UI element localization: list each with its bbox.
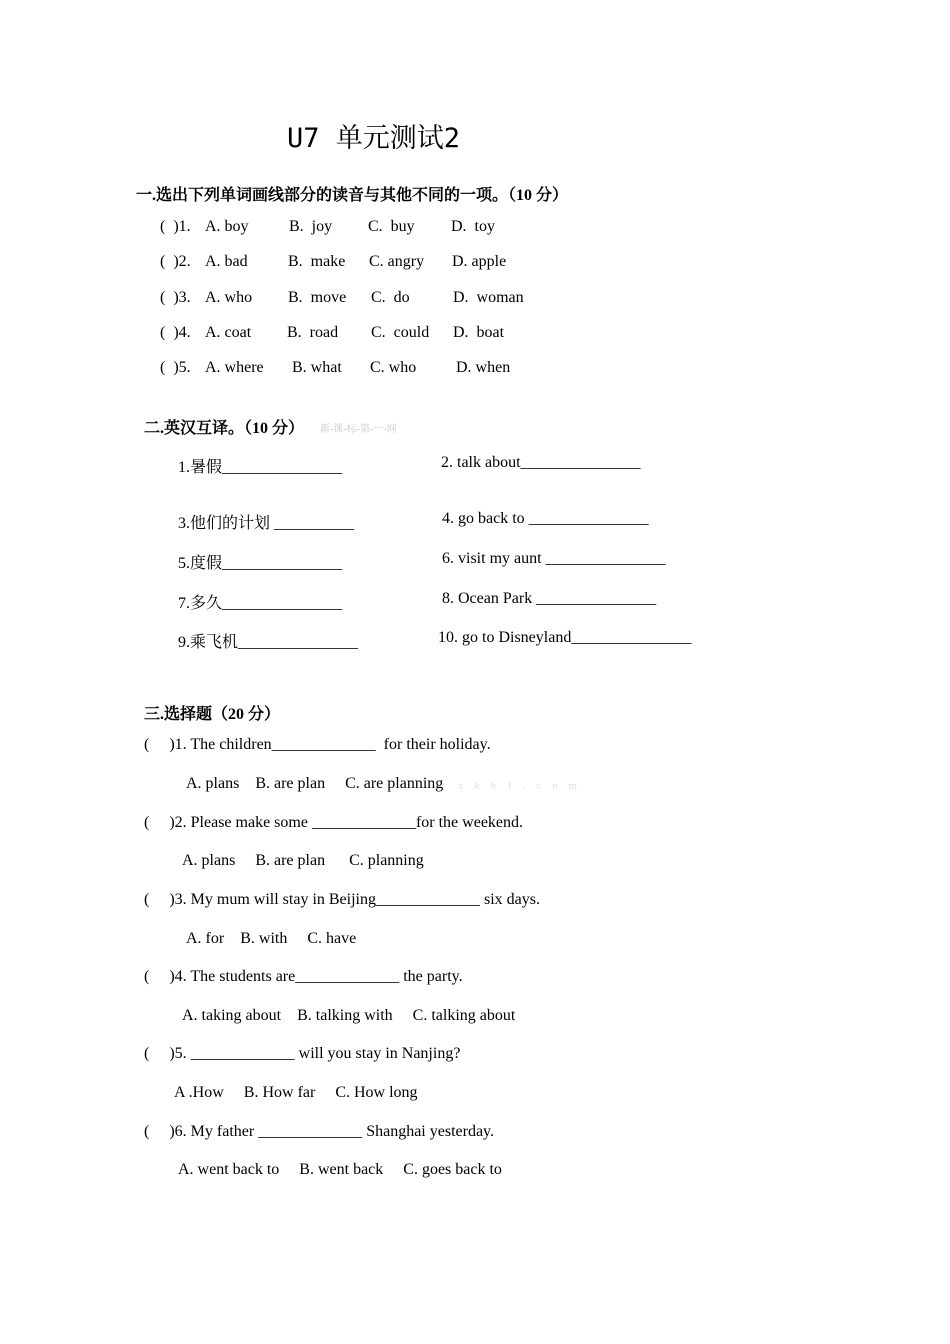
s1-row-2-d: D. apple: [452, 253, 507, 270]
section1-heading: [136, 182, 568, 205]
s1-row-2-c: C. angry: [369, 253, 425, 270]
section1-heading-end: 分）: [532, 187, 569, 204]
s1-row-3-a: A. who: [205, 289, 253, 306]
s2-item-8: 8. Ocean Park _______________: [442, 590, 657, 607]
s1-row-2-num: ( )2.: [160, 253, 191, 270]
s1-row-3-d: D. woman: [453, 289, 524, 306]
s1-row-4-a: A. coat: [205, 324, 252, 341]
s3-question-2: ( )2. Please make some _____________for the weekend.: [144, 814, 524, 831]
section1-heading-text: 一.选出下列单词画线部分的读音与其他不同的一项。（: [136, 187, 517, 204]
s1-row-4-d: D. boat: [453, 324, 505, 341]
s2-item-6: 6. visit my aunt _______________: [442, 550, 666, 567]
s1-row-3-b: B. move: [288, 289, 347, 306]
s1-row-4-b: B. road: [287, 324, 339, 341]
s2-item-1: 1.暑假_______________: [178, 459, 343, 476]
s3-options-6: A. went back to B. went back C. goes back to: [178, 1161, 502, 1178]
s3-options-4: A. taking about B. talking with C. talking about: [182, 1007, 516, 1024]
section2-watermark: 新-课-标-第-一-网: [320, 424, 397, 435]
s3-options-2: A. plans B. are plan C. planning: [182, 852, 424, 869]
section2-heading: 二.英汉互译。（10 分）: [144, 420, 305, 437]
s1-row-5-b: B. what: [292, 359, 342, 376]
s1-row-1-c: C. buy: [368, 218, 415, 235]
s3-question-6: ( )6. My father _____________ Shanghai yesterday.: [144, 1123, 494, 1140]
s3-question-3: ( )3. My mum will stay in Beijing_____________ six days.: [144, 891, 540, 908]
s1-row-3-num: ( )3.: [160, 289, 191, 306]
section1-score: 10: [516, 187, 533, 204]
s1-row-5-a: A. where: [205, 359, 264, 376]
s1-row-5-c: C. who: [370, 359, 417, 376]
s3-options-5: A .How B. How far C. How long: [174, 1084, 418, 1101]
s1-row-1-a: A. boy: [205, 218, 249, 235]
s3-options-3: A. for B. with C. have: [186, 930, 357, 947]
s2-item-3: 3.他们的计划 __________: [178, 515, 355, 532]
s1-row-3-c: C. do: [371, 289, 410, 306]
s1-row-1-b: B. joy: [289, 218, 333, 235]
s1-row-4-c: C. could: [371, 324, 430, 341]
s3-options-1: A. plans B. are plan C. are planning: [186, 775, 444, 792]
s2-item-9: 9.乘飞机_______________: [178, 634, 359, 651]
s3-question-1: ( )1. The children_____________ for their holiday.: [144, 736, 491, 753]
s1-row-1-d: D. toy: [451, 218, 495, 235]
s3-question-5: ( )5. _____________ will you stay in Nanjing?: [144, 1045, 461, 1062]
section3-watermark: x k b 1 . c o m: [458, 780, 581, 792]
s1-row-4-num: ( )4.: [160, 324, 191, 341]
s1-row-2-a: A. bad: [205, 253, 248, 270]
s2-item-7: 7.多久_______________: [178, 595, 343, 612]
section3-heading: 三.选择题（20 分）: [144, 706, 281, 723]
s1-row-5-num: ( )5.: [160, 359, 191, 376]
s2-item-5: 5.度假_______________: [178, 555, 343, 572]
s1-row-2-b: B. make: [288, 253, 346, 270]
s2-item-4: 4. go back to _______________: [442, 510, 649, 527]
s2-item-2: 2. talk about_______________: [441, 454, 641, 471]
s1-row-1-num: ( )1.: [160, 218, 191, 235]
s1-row-5-d: D. when: [456, 359, 511, 376]
page-title: U7 单元测试2: [287, 123, 461, 154]
s2-item-10: 10. go to Disneyland_______________: [438, 629, 692, 646]
s3-question-4: ( )4. The students are_____________ the party.: [144, 968, 463, 985]
